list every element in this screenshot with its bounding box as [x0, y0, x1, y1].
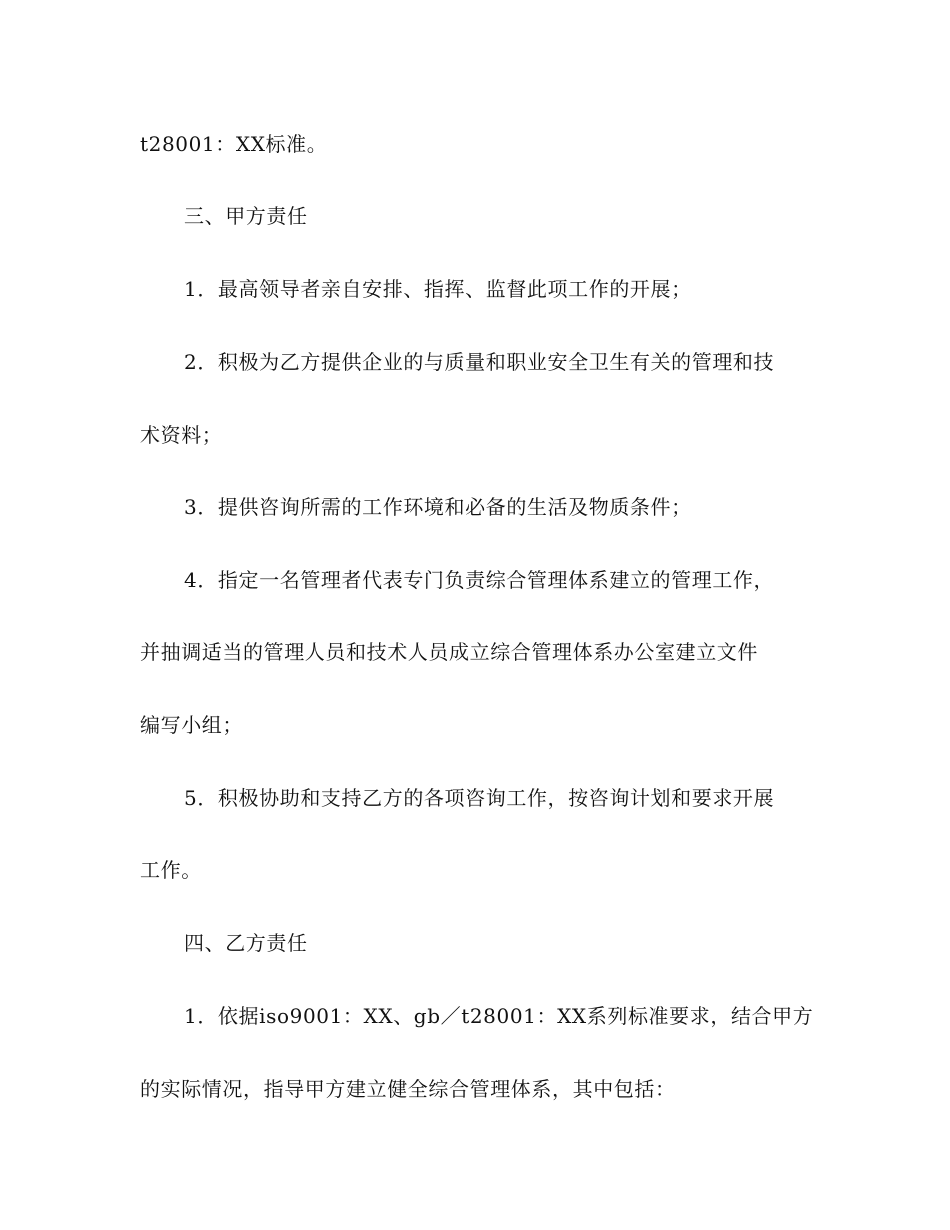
party-a-item-3: 3．提供咨询所需的工作环境和必备的生活及物质条件；: [184, 495, 692, 519]
section-heading-party-a: 三、甲方责任: [184, 204, 308, 228]
section-heading-party-b: 四、乙方责任: [184, 931, 308, 955]
party-a-item-2: 2．积极为乙方提供企业的与质量和职业安全卫生有关的管理和技: [184, 350, 775, 374]
party-a-item-4: 4．指定一名管理者代表专门负责综合管理体系建立的管理工作，: [184, 568, 775, 592]
party-a-item-2-cont: 术资料；: [140, 423, 223, 447]
party-b-item-1: 1．依据iso9001：XX、gb／t28001：XX系列标准要求，结合甲方: [184, 1004, 814, 1028]
party-a-item-5-cont: 工作。: [140, 858, 202, 882]
party-a-item-4-cont-2: 编写小组；: [140, 713, 243, 737]
party-a-item-5: 5．积极协助和支持乙方的各项咨询工作，按咨询计划和要求开展: [184, 786, 775, 810]
text-line-standard-ref: t28001：XX标准。: [140, 132, 328, 156]
party-b-item-1-cont: 的实际情况，指导甲方建立健全综合管理体系，其中包括：: [140, 1077, 676, 1101]
party-a-item-1: 1．最高领导者亲自安排、指挥、监督此项工作的开展；: [184, 277, 692, 301]
party-a-item-4-cont-1: 并抽调适当的管理人员和技术人员成立综合管理体系办公室建立文件: [140, 640, 758, 664]
